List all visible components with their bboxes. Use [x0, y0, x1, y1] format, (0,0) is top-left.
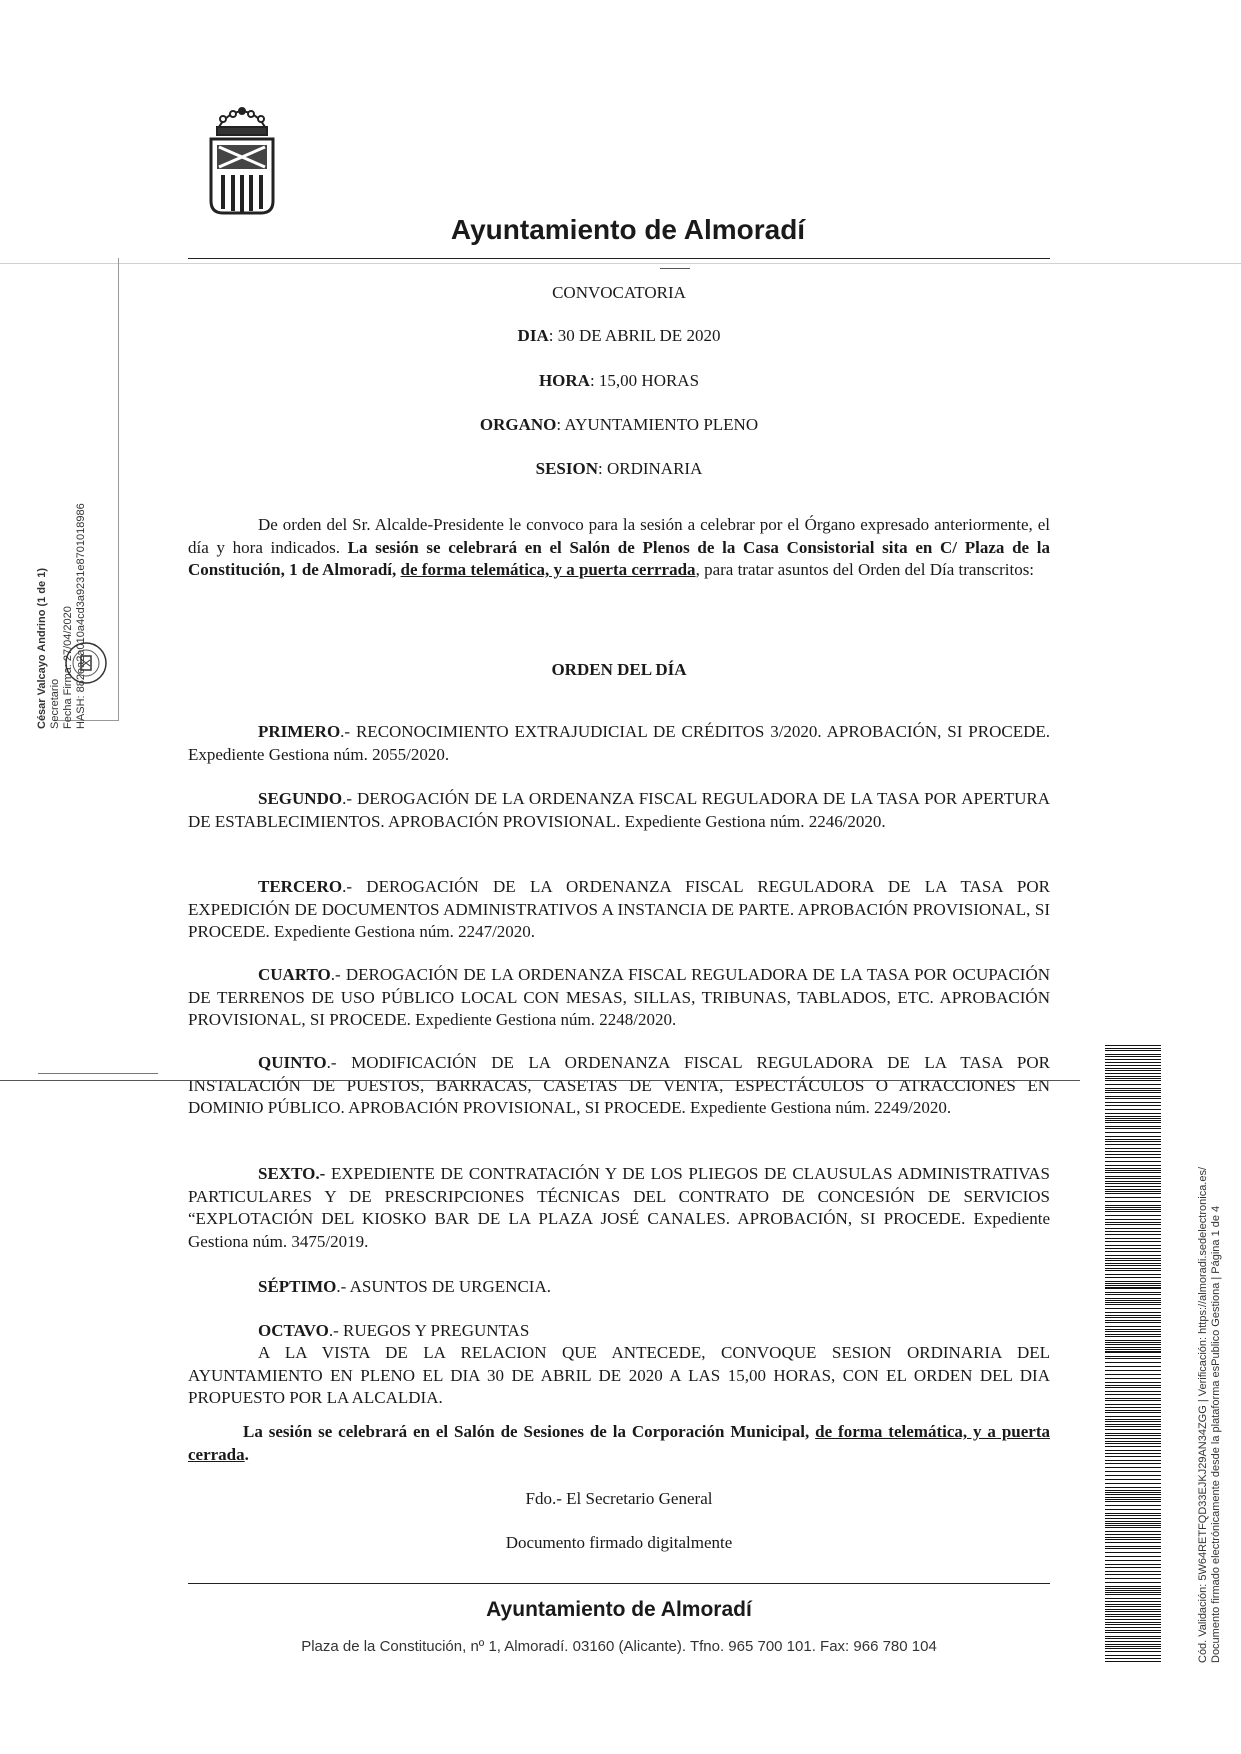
hora-value: : 15,00 HORAS [589, 371, 700, 390]
organo-label: ORGANO [479, 415, 557, 434]
municipal-seal-icon [63, 640, 109, 686]
item-label: PRIMERO [258, 722, 341, 741]
intro-telematic: de forma telemática, y a puerta cerrrada [400, 560, 696, 579]
agenda-item-sexto [188, 1163, 1050, 1253]
agenda-item-segundo [188, 788, 1050, 833]
item-text: .- DEROGACIÓN DE LA ORDENANZA FISCAL REGULADORA DE LA TASA POR OCUPACIÓN DE TERRENOS DE USO PÚBLICO LOCAL CON MESAS, SILLAS, TRIBUNAS, TABLADOS, ETC. APROBACIÓN PROVISIONAL, SI PROCEDE. Expediente Gestiona núm. 2248/2020. [188, 965, 1050, 1029]
signature-hash: HASH: 882ea2a010a4cd3a9231e8701018986 [75, 503, 87, 729]
agenda-item-septimo [188, 1276, 1050, 1299]
intro-paragraph [188, 514, 1050, 582]
item-label: CUARTO [258, 965, 331, 984]
footer-title: Ayuntamiento de Almoradí [486, 1598, 752, 1621]
item-text: .- RUEGOS Y PREGUNTAS [328, 1321, 530, 1340]
item-label: SEGUNDO [258, 789, 343, 808]
digital-signature-note: Documento firmado digitalmente [505, 1533, 733, 1552]
footer-divider [188, 1583, 1050, 1584]
agenda-item-tercero [188, 876, 1050, 944]
item-text: .- MODIFICACIÓN DE LA ORDENANZA FISCAL REGULADORA DE LA TASA POR INSTALACIÓN DE PUESTOS, BARRACAS, CASETAS DE VENTA, ESPECTÁCULOS O ATRACCIONES EN DOMINIO PÚBLICO. APROBACIÓN PROVISIONAL, SI PROCEDE. Expediente Gestiona núm. 2249/2020. [188, 1053, 1050, 1117]
item-label: SEXTO.- [258, 1164, 326, 1183]
scan-artifact-line [38, 1073, 158, 1074]
dia-line [188, 326, 1050, 346]
signer-role: Secretario [49, 678, 61, 729]
verification-text [1197, 1043, 1223, 1663]
sesion-value: : ORDINARIA [598, 459, 703, 478]
item-label: TERCERO [258, 877, 343, 896]
scan-artifact-line [0, 1080, 1080, 1081]
item-text: EXPEDIENTE DE CONTRATACIÓN Y DE LOS PLIEGOS DE CLAUSULAS ADMINISTRATIVAS PARTICULARES Y DE PRESCRIPCIONES TÉCNICAS DEL CONTRATO DE CONCESIÓN DE SERVICIOS “EXPLOTACIÓN DEL KIOSKO BAR DE LA PLAZA JOSÉ CANALES. APROBACIÓN, SI PROCEDE. Expediente Gestiona núm. 3475/2019. [188, 1164, 1050, 1251]
dia-value: : 30 DE ABRIL DE 2020 [548, 326, 721, 345]
verification-platform: Documento firmado electrónicamente desde la plataforma esPublico Gestiona | Página 1 de 4 [1210, 1205, 1222, 1663]
item-label: QUINTO [258, 1053, 327, 1072]
item-text: .- ASUNTOS DE URGENCIA. [336, 1277, 551, 1296]
item-text: .- DEROGACIÓN DE LA ORDENANZA FISCAL REGULADORA DE LA TASA POR EXPEDICIÓN DE DOCUMENTOS ADMINISTRATIVOS A INSTANCIA DE PARTE. APROBACIÓN PROVISIONAL, SI PROCEDE. Expediente Gestiona núm. 2247/2020. [188, 877, 1050, 941]
convocatoria-heading: CONVOCATORIA [552, 283, 686, 302]
verification-code: Cód. Validación: 5W64RETFQD33EJKJ29AN34ZGG | Verificación: https://almoradi.sedelectronica.es/ [1197, 1166, 1209, 1663]
coat-of-arms-icon [207, 105, 277, 215]
agenda-closing: A LA VISTA DE LA RELACION QUE ANTECEDE, CONVOQUE SESION ORDINARIA DEL AYUNTAMIENTO EN PLENO EL DIA 30 DE ABRIL DE 2020 A LAS 15,00 HORAS, CON EL ORDEN DEL DIA PROPUESTO POR LA ALCALDIA. [188, 1343, 1050, 1407]
header-divider [188, 258, 1050, 259]
agenda-item-primero [188, 721, 1050, 766]
dia-label: DIA [517, 326, 549, 345]
agenda-item-octavo [188, 1320, 1050, 1343]
scan-artifact-line [660, 268, 690, 269]
footer-address: Plaza de la Constitución, nº 1, Almoradí. 03160 (Alicante). Tfno. 965 700 101. Fax: 966 780 104 [301, 1638, 937, 1655]
final-note [188, 1421, 1050, 1466]
barcode-icon [1105, 1045, 1161, 1665]
sesion-label: SESION [535, 459, 598, 478]
agenda-item-cuarto [188, 964, 1050, 1032]
page-title: Ayuntamiento de Almoradí [450, 214, 806, 245]
organo-line [188, 415, 1050, 435]
item-label: SÉPTIMO [258, 1277, 337, 1296]
item-label: OCTAVO [258, 1321, 329, 1340]
signature-date: Fecha Firma: 27/04/2020 [62, 606, 74, 729]
signed-by: Fdo.- El Secretario General [525, 1489, 713, 1508]
intro-text: De orden del Sr. Alcalde-Presidente le convoco para la sesión a celebrar por el Órgano expresado anteriormente, el día y hora indicados. [188, 515, 1050, 557]
item-text: .- RECONOCIMIENTO EXTRAJUDICIAL DE CRÉDITOS 3/2020. APROBACIÓN, SI PROCEDE. Expediente Gestiona núm. 2055/2020. [188, 722, 1050, 764]
sesion-line [188, 459, 1050, 479]
intro-location: La sesión se celebrará en el Salón de Plenos de la Casa Consistorial sita en C/ Plaza de la Constitución, 1 de Almoradí, [188, 537, 1050, 579]
final-note-text: La sesión se celebrará en el Salón de Sesiones de la Corporación Municipal, [243, 1422, 816, 1441]
hora-line [188, 371, 1050, 391]
scan-artifact-line [0, 263, 1241, 264]
intro-text-end: , para tratar asuntos del Orden del Día transcritos: [695, 560, 1035, 579]
item-text: .- DEROGACIÓN DE LA ORDENANZA FISCAL REGULADORA DE LA TASA POR APERTURA DE ESTABLECIMIENTOS. APROBACIÓN PROVISIONAL. Expediente Gestiona núm. 2246/2020. [188, 789, 1050, 831]
organo-value: : AYUNTAMIENTO PLENO [556, 415, 759, 434]
hora-label: HORA [538, 371, 590, 390]
orden-heading: ORDEN DEL DÍA [551, 660, 687, 679]
final-note-end: . [244, 1444, 249, 1464]
final-note-telematic: de forma telemática, y a puerta cerrada [188, 1422, 1050, 1464]
agenda-item-quinto [188, 1052, 1050, 1120]
signer-name: César Valcayo Andrino (1 de 1) [36, 568, 48, 729]
